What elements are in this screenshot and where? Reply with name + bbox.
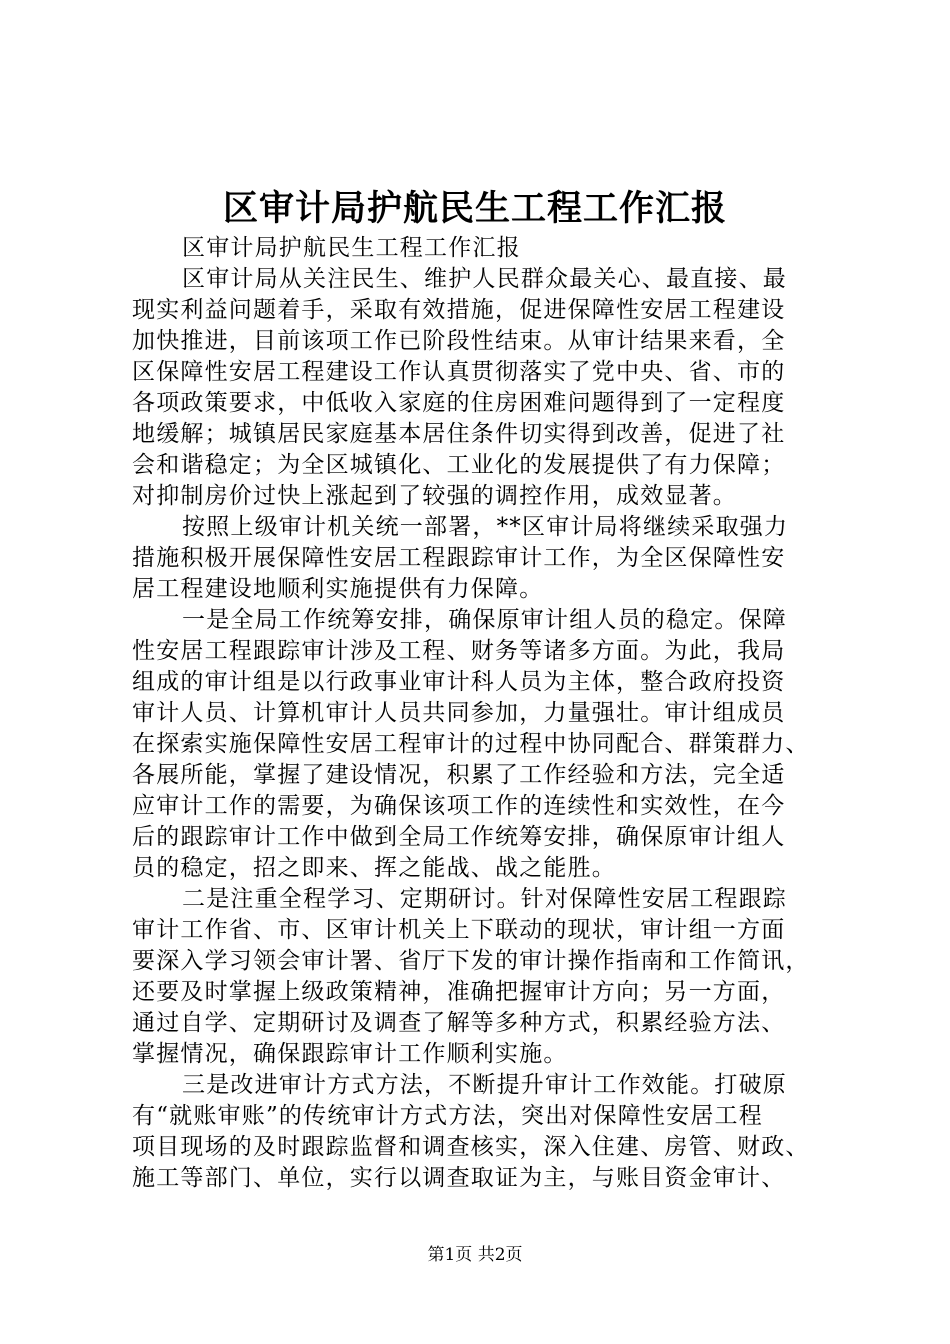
text-line: 三是改进审计方式方法，不断提升审计工作效能。打破原	[182, 1072, 787, 1098]
text-line: 居工程建设地顺利实施提供有力保障。	[132, 576, 544, 602]
document-title: 区审计局护航民生工程工作汇报	[222, 188, 727, 229]
text-line: 对抑制房价过快上涨起到了较强的调控作用，成效显著。	[132, 483, 737, 509]
text-line: 区审计局护航民生工程工作汇报	[182, 235, 521, 261]
text-line: 施工等部门、单位，实行以调查取证为主，与账目资金审计、	[132, 1165, 786, 1191]
text-line: 审计工作省、市、区审计机关上下联动的现状，审计组一方面	[132, 917, 786, 943]
text-line: 性安居工程跟踪审计涉及工程、财务等诸多方面。为此，我局	[132, 638, 786, 664]
text-line: 掌握情况，确保跟踪审计工作顺利实施。	[132, 1041, 568, 1067]
text-line: 后的跟踪审计工作中做到全局工作统筹安排，确保原审计组人	[132, 824, 786, 850]
text-line: 还要及时掌握上级政策精神，准确把握审计方向；另一方面，	[132, 979, 786, 1005]
text-line: 应审计工作的需要，为确保该项工作的连续性和实效性，在今	[132, 793, 786, 819]
text-line: 地缓解；城镇居民家庭基本居住条件切实得到改善，促进了社	[132, 421, 786, 447]
text-line: 各项政策要求，中低收入家庭的住房困难问题得到了一定程度	[132, 390, 786, 416]
text-line: 要深入学习领会审计署、省厅下发的审计操作指南和工作简讯，	[132, 948, 810, 974]
text-line: 员的稳定，招之即来、挥之能战、战之能胜。	[132, 855, 616, 881]
text-line: 项目现场的及时跟踪监督和调查核实，深入住建、房管、财政、	[132, 1134, 810, 1160]
document-body	[132, 233, 832, 1194]
text-line: 按照上级审计机关统一部署，**区审计局将继续采取强力	[182, 514, 789, 540]
text-line: 组成的审计组是以行政事业审计科人员为主体，整合政府投资	[132, 669, 786, 695]
text-line: 加快推进，目前该项工作已阶段性结束。从审计结果来看，全	[132, 328, 786, 354]
text-line: 通过自学、定期研讨及调查了解等多种方式，积累经验方法、	[132, 1010, 786, 1036]
text-line: 区审计局从关注民生、维护人民群众最关心、最直接、最	[182, 266, 787, 292]
text-line: 二是注重全程学习、定期研讨。针对保障性安居工程跟踪	[182, 886, 787, 912]
text-line: 措施积极开展保障性安居工程跟踪审计工作，为全区保障性安	[132, 545, 786, 571]
text-line: 会和谐稳定；为全区城镇化、工业化的发展提供了有力保障；	[132, 452, 786, 478]
text-line: 一是全局工作统筹安排，确保原审计组人员的稳定。保障	[182, 607, 787, 633]
text-line: 现实利益问题着手，采取有效措施，促进保障性安居工程建设	[132, 297, 786, 323]
text-line: 区保障性安居工程建设工作认真贯彻落实了党中央、省、市的	[132, 359, 786, 385]
text-line: 有“就账审账”的传统审计方式方法，突出对保障性安居工程	[132, 1103, 763, 1129]
text-line: 审计人员、计算机审计人员共同参加，力量强壮。审计组成员	[132, 700, 786, 726]
page-footer: 第1页 共2页	[427, 1245, 523, 1265]
text-line: 在探索实施保障性安居工程审计的过程中协同配合、群策群力、	[132, 731, 810, 757]
text-line: 各展所能，掌握了建设情况，积累了工作经验和方法，完全适	[132, 762, 786, 788]
